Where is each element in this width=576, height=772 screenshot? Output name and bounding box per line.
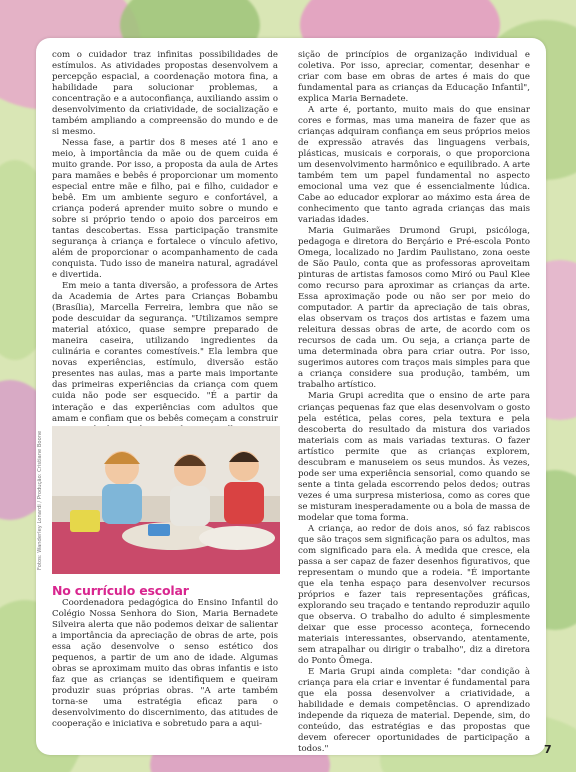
paragraph: A arte é, portanto, muito mais do que ensinar cores e formas, mas uma maneira de fazer que as crianças adquiram confiança em seus próprios meios de expressão através das linguagens verbais, plásticas, musicais e corporais, o que proporciona um desenvolvimento harmônico e equilibrado. A arte também tem um papel fundamental no aspecto emocional uma vez que é essencialmente lúdica. Cabe ao educador explorar ao máximo esta área de conhecimento que tanto agrada crianças das mais variadas idades. [298, 105, 530, 226]
right-column [298, 50, 530, 755]
paragraph: Em meio a tanta diversão, a professora de Artes da Academia de Artes para Crianças Bobambu (Brasília), Marcella Ferreira, lembra que não se pode descuidar da segurança. "Utilizamos sempre material atóxico, quase sempre preparado de maneira caseira, utilizando ingredientes da culinária e corantes comestíveis." Ela lembra que novas experiências, estímulo, diversão estão presentes nas aulas, mas a parte mais importante das primeiras experiências da criança com quem cuida não pode ser esquecido. "É a partir da interação e das experiências com adultos que amam e confiam que os bebês começam a construir [52, 281, 278, 424]
page-number: 7 [544, 743, 552, 756]
left-column-top [52, 50, 278, 436]
paragraph: sição de princípios de organização individual e coletiva. Por isso, apreciar, comentar, desenhar e criar com base em obras de artes é mais do que fundamental para as crianças da Educação Infantil", explica Maria Bernadete. [298, 50, 530, 105]
paragraph: Nessa fase, a partir dos 8 meses até 1 ano e meio, à importância da mãe ou de quem cuida é muito grande. Por isso, a proposta da aula de Artes para mamães e bebês é proporcionar um momento especial entre mãe e filho, pai e filho, cuidador e bebê. Em um ambiente seguro e confortável, a criança poderá aprender muito sobre o mundo e sobre si próprio tendo o apoio dos parceiros em tantas descobertas. Essa participação transmite segurança à criança e fortalece o vínculo afetivo, além de proporcionar o acompanhamento de cada conquista. Tudo isso de maneira natural, agradável e divertida. [52, 138, 278, 281]
left-column-bottom [52, 598, 278, 730]
paragraph: Maria Grupi acredita que o ensino de arte para crianças pequenas faz que elas desenvolvam o gosto pela estética, pelas cores, pela textura e pela descoberta do resultado da mistura dos variados materiais com as mais variadas texturas. O fazer artístico permite que as crianças explorem, descubram e manuseiem os seus mundos. Às vezes, pode ser uma experiência sensorial, como quando se sente a tinta gelada escorrendo pelos dedos; outras vezes é uma surpresa misteriosa, como as cores que se misturam inesperadamente ou a bola de massa de modelar que toma forma. [298, 391, 530, 523]
paragraph: com o cuidador traz infinitas possibilidades de estímulos. As atividades propostas desenvolvem a percepção espacial, a coordenação motora fina, a habilidade para solucionar problemas, a concentração e a autoconfiança, auxiliando assim o desenvolvimento da criatividade, de socialização e também ampliando a compreensão do mundo e de si mesmo. [52, 50, 278, 138]
children-painting-photo [52, 426, 280, 574]
photo-illustration [52, 426, 280, 574]
section-title: No currículo escolar [52, 583, 189, 598]
paragraph: Maria Guimarães Drumond Grupi, psicóloga, pedagoga e diretora do Berçário e Pré-escola Ponto Omega, localizado no Jardim Paulistano, zona oeste de São Paulo, conta que as professoras aproveitam pinturas de artistas famosos como Miró ou Paul Klee como recurso para aproximar as crianças da arte. Essa aproximação pode ou não ser por meio do computador. A partir da apreciação de tais obras, elas observam os traços dos artistas e fazem uma releitura dessas obras de arte, de acordo com os recursos de cada um. Ou seja, a criança parte de uma determinada obra para criar outra. Por isso, sugerimos autores com traços mais simples para que a criança considere sua produção, também, um trabalho artístico. [298, 226, 530, 391]
paragraph: E Maria Grupi ainda completa: "dar condição à criança para ela criar e inventar é fundamental para que ela possa desenvolver a criatividade, a habilidade e demais competências. O aprendizado independe da riqueza de material. Depende, sim, do conteúdo, das estratégias e das propostas que devem oferecer oportunidades de participação a todos." [298, 666, 530, 754]
paragraph: Coordenadora pedagógica do Ensino Infantil do Colégio Nossa Senhora do Sion, Maria Bernadete Silveira alerta que não podemos deixar de salientar a importância da apreciação de obras de arte, pois essa ação desenvolve o senso estético dos pequenos, a partir de um ano de idade. Algumas obras se aproximam muito das obras infantis e isto faz que as crianças se identifiquem e queiram produzir suas próprias obras. "A arte também torna-se uma estratégia eficaz para o desenvolvimento do discernimento, das atitudes de cooperação e iniciativa e sobretudo para a aqui- [52, 598, 278, 730]
photo-credit: Fotos: Wanderley Lonardi / Produção: Cristiane Boone [37, 430, 43, 570]
paragraph: A criança, ao redor de dois anos, só faz rabiscos que são traços sem significação para os adultos, mas com significado para ela. À medida que cresce, ela passa a ser capaz de fazer desenhos figurativos, que representam o mundo que a rodeia. "É importante que ela tenha espaço para desenvolver recursos próprios e fazer tais representações gráficas, explorando seu traçado e tentando reproduzir aquilo que observa. O trabalho do adulto é simplesmente deixar que esse processo aconteça, fornecendo materiais interessantes, observando, atentamente, sem atrapalhar ou dirigir o trabalho", diz a diretora do Ponto Ômega. [298, 523, 530, 666]
